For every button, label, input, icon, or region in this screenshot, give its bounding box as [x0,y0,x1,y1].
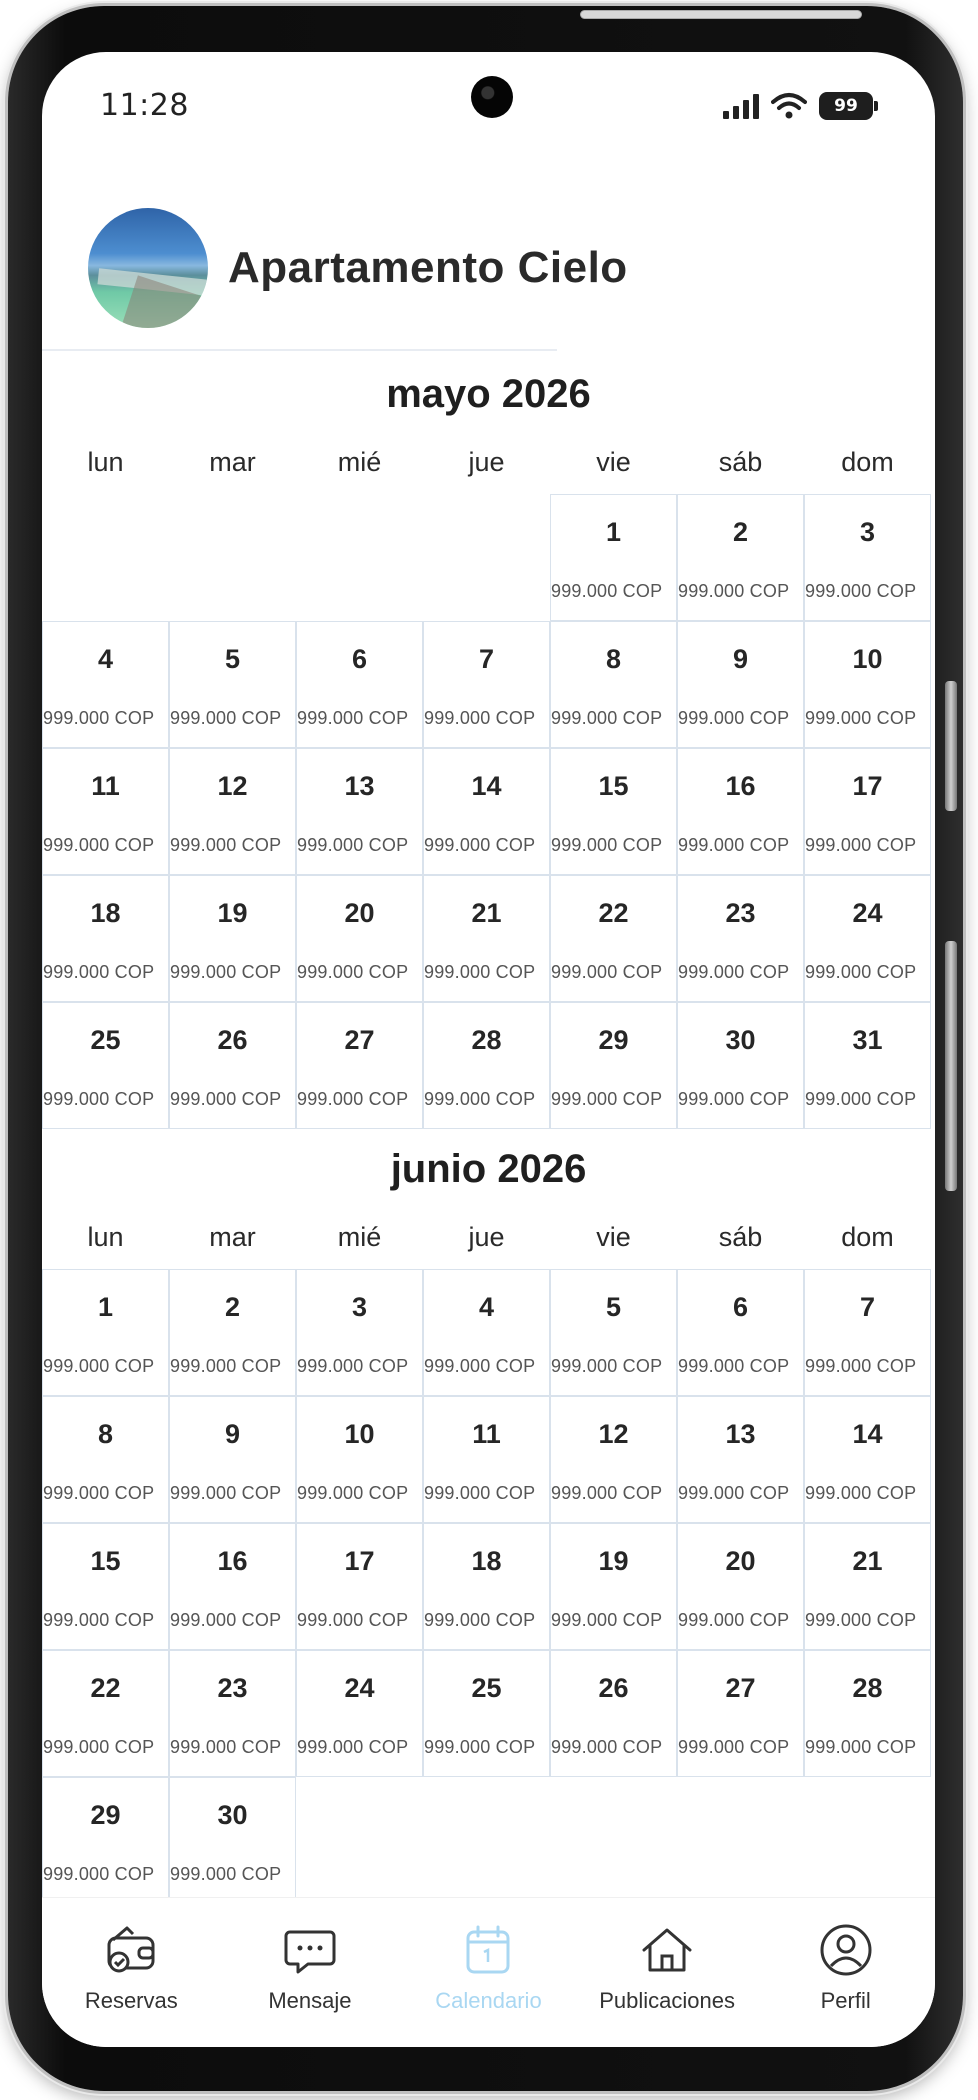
day-cell[interactable] [804,1650,931,1777]
day-cell[interactable] [42,875,169,1002]
day-price: 999.000 COP [805,1356,917,1376]
weekday-label: jue [468,1222,505,1252]
property-header [88,208,628,328]
day-number: 14 [852,1419,883,1449]
day-number: 7 [478,644,495,674]
property-name: Apartamento Cielo [228,243,628,292]
day-number: 4 [478,1292,495,1322]
month-title: junio 2026 [390,1147,587,1191]
day-cell[interactable] [296,621,423,748]
day-cell[interactable] [42,1523,169,1650]
day-price: 999.000 COP [805,835,917,855]
day-cell[interactable] [804,494,931,621]
empty-cell [169,494,296,621]
day-number: 28 [471,1025,502,1055]
status-time: 11:28 [100,88,189,123]
screen [42,52,935,2047]
day-price: 999.000 COP [43,1737,155,1757]
day-grid [42,494,935,1129]
day-price: 999.000 COP [297,1356,409,1376]
day-price: 999.000 COP [43,1483,155,1503]
day-price: 999.000 COP [551,1356,663,1376]
day-cell[interactable] [804,748,931,875]
day-number: 30 [217,1800,248,1830]
empty-cell [42,494,169,621]
day-number: 22 [90,1673,121,1703]
day-price: 999.000 COP [297,1483,409,1503]
day-cell[interactable] [550,1523,677,1650]
day-price: 999.000 COP [297,708,409,728]
empty-cell [423,494,550,621]
day-price: 999.000 COP [43,1089,155,1109]
day-cell[interactable] [42,748,169,875]
day-price: 999.000 COP [551,962,663,982]
day-number: 27 [725,1673,756,1703]
day-price: 999.000 COP [551,708,663,728]
day-price: 999.000 COP [551,1089,663,1109]
day-cell[interactable] [423,1269,550,1396]
day-cell[interactable] [550,875,677,1002]
day-cell[interactable] [296,748,423,875]
day-cell[interactable] [42,621,169,748]
day-number: 1 [605,517,622,547]
weekday-header [42,430,935,494]
day-cell[interactable] [423,875,550,1002]
day-price: 999.000 COP [805,962,917,982]
day-price: 999.000 COP [805,1089,917,1109]
weekday-label: jue [468,447,505,477]
day-price: 999.000 COP [551,835,663,855]
day-price: 999.000 COP [297,1737,409,1757]
day-price: 999.000 COP [170,1483,282,1503]
day-cell[interactable] [423,1002,550,1129]
day-number: 19 [217,898,248,928]
day-number: 14 [471,771,502,801]
volume-button [945,681,957,811]
day-number: 22 [598,898,629,928]
day-price: 999.000 COP [678,962,790,982]
status-icons [723,92,873,120]
day-price: 999.000 COP [678,1737,790,1757]
day-price: 999.000 COP [678,1356,790,1376]
weekday-header [42,1205,935,1269]
day-price: 999.000 COP [424,1483,536,1503]
day-cell[interactable] [169,1650,296,1777]
header-divider [42,349,557,351]
day-cell[interactable] [550,1396,677,1523]
wallet-icon [101,1920,161,1980]
day-number: 5 [605,1292,622,1322]
day-number: 11 [91,771,120,801]
day-number: 5 [224,644,241,674]
day-number: 31 [852,1025,883,1055]
day-number: 17 [344,1546,375,1576]
day-cell[interactable] [804,1396,931,1523]
day-number: 19 [598,1546,629,1576]
calendar-icon [458,1920,518,1980]
profile-icon [816,1920,876,1980]
day-cell[interactable] [169,1269,296,1396]
chat-icon [280,1920,340,1980]
front-camera [471,76,513,118]
day-price: 999.000 COP [678,581,790,601]
day-number: 3 [351,1292,368,1322]
weekday-label: lun [87,447,124,477]
day-number: 10 [344,1419,375,1449]
bottom-nav [42,1897,935,2047]
day-number: 26 [598,1673,629,1703]
day-number: 13 [344,771,375,801]
nav-label: Mensaje [268,1988,352,2013]
day-cell[interactable] [169,1777,296,1904]
day-cell[interactable] [423,1523,550,1650]
day-cell[interactable] [42,1650,169,1777]
day-number: 12 [217,771,248,801]
nav-label: Perfil [820,1988,871,2013]
day-price: 999.000 COP [170,1356,282,1376]
weekday-label: mié [337,1222,382,1252]
day-number: 15 [90,1546,121,1576]
nav-item-reservas[interactable] [42,1898,221,2047]
day-cell[interactable] [42,1396,169,1523]
day-cell[interactable] [677,1650,804,1777]
day-cell[interactable] [169,1523,296,1650]
day-number: 8 [97,1419,114,1449]
day-cell[interactable] [677,621,804,748]
day-number: 29 [90,1800,121,1830]
day-number: 3 [859,517,876,547]
day-number: 11 [472,1419,501,1449]
day-cell[interactable] [677,1269,804,1396]
day-price: 999.000 COP [170,1864,282,1884]
day-price: 999.000 COP [43,835,155,855]
weekday-label: sáb [718,447,763,477]
day-price: 999.000 COP [678,1483,790,1503]
day-price: 999.000 COP [678,1089,790,1109]
day-number: 23 [725,898,756,928]
power-button [945,941,957,1191]
day-number: 25 [90,1025,121,1055]
day-price: 999.000 COP [170,835,282,855]
day-cell[interactable] [169,748,296,875]
day-price: 999.000 COP [678,708,790,728]
day-cell[interactable] [550,494,677,621]
empty-cell [296,494,423,621]
day-price: 999.000 COP [805,1610,917,1630]
phone-frame [8,6,963,2091]
day-number: 29 [598,1025,629,1055]
day-price: 999.000 COP [170,708,282,728]
day-price: 999.000 COP [424,962,536,982]
weekday-label: lun [87,1222,124,1252]
nav-label: Reservas [84,1988,178,2013]
day-cell[interactable] [804,621,931,748]
month-title: mayo 2026 [386,372,591,416]
day-number: 13 [725,1419,756,1449]
day-cell[interactable] [677,494,804,621]
day-cell[interactable] [804,1523,931,1650]
day-cell[interactable] [550,1650,677,1777]
day-number: 27 [344,1025,375,1055]
nav-item-perfil[interactable] [756,1898,935,2047]
day-cell[interactable] [804,1269,931,1396]
day-cell[interactable] [677,1002,804,1129]
day-cell[interactable] [169,875,296,1002]
day-price: 999.000 COP [297,835,409,855]
nav-label: Publicaciones [599,1988,735,2013]
day-price: 999.000 COP [43,1356,155,1376]
day-cell[interactable] [296,1269,423,1396]
day-price: 999.000 COP [170,962,282,982]
weekday-label: vie [596,447,631,477]
day-price: 999.000 COP [424,1089,536,1109]
day-price: 999.000 COP [805,581,917,601]
day-cell[interactable] [296,1002,423,1129]
day-cell[interactable] [677,875,804,1002]
weekday-label: dom [841,447,894,477]
day-number: 2 [224,1292,241,1322]
property-avatar[interactable] [88,208,208,328]
day-price: 999.000 COP [424,1356,536,1376]
day-cell[interactable] [169,1002,296,1129]
day-cell[interactable] [169,621,296,748]
day-cell[interactable] [550,1002,677,1129]
day-number: 1 [97,1292,114,1322]
day-price: 999.000 COP [170,1737,282,1757]
nav-item-mensaje[interactable] [221,1898,400,2047]
day-cell[interactable] [169,1396,296,1523]
battery-icon: 99 [819,92,873,120]
day-price: 999.000 COP [297,962,409,982]
day-number: 6 [351,644,368,674]
day-number: 30 [725,1025,756,1055]
day-price: 999.000 COP [678,835,790,855]
day-cell[interactable] [550,748,677,875]
day-cell[interactable] [42,1777,169,1904]
day-price: 999.000 COP [170,1610,282,1630]
day-number: 12 [598,1419,629,1449]
day-price: 999.000 COP [43,708,155,728]
day-price: 999.000 COP [551,1483,663,1503]
day-price: 999.000 COP [43,1610,155,1630]
day-cell[interactable] [677,748,804,875]
day-cell[interactable] [804,1002,931,1129]
nav-item-publicaciones[interactable] [578,1898,757,2047]
phone-top-slot [580,10,862,19]
wifi-icon [771,92,807,120]
day-number: 18 [90,898,121,928]
day-number: 28 [852,1673,883,1703]
day-price: 999.000 COP [170,1089,282,1109]
day-number: 21 [471,898,502,928]
signal-icon [723,93,759,119]
day-price: 999.000 COP [805,1737,917,1757]
day-price: 999.000 COP [551,1737,663,1757]
calendar-month-may [42,362,935,1129]
day-price: 999.000 COP [297,1610,409,1630]
day-cell[interactable] [296,875,423,1002]
day-cell[interactable] [296,1523,423,1650]
day-number: 6 [732,1292,749,1322]
weekday-label: sáb [718,1222,763,1252]
day-price: 999.000 COP [424,708,536,728]
day-number: 7 [859,1292,876,1322]
day-grid [42,1269,935,1904]
day-cell[interactable] [423,1650,550,1777]
day-number: 23 [217,1673,248,1703]
calendar-month-june [42,1137,935,1904]
day-number: 9 [224,1419,241,1449]
day-price: 999.000 COP [424,1737,536,1757]
day-number: 16 [725,771,756,801]
day-number: 20 [344,898,375,928]
day-price: 999.000 COP [551,581,663,601]
weekday-label: mar [209,447,256,477]
day-number: 20 [725,1546,756,1576]
day-number: 16 [217,1546,248,1576]
day-number: 21 [852,1546,883,1576]
day-price: 999.000 COP [297,1089,409,1109]
day-number: 18 [471,1546,502,1576]
day-cell[interactable] [423,748,550,875]
day-price: 999.000 COP [805,708,917,728]
day-number: 24 [344,1673,375,1703]
day-cell[interactable] [423,621,550,748]
day-number: 24 [852,898,883,928]
day-cell[interactable] [677,1523,804,1650]
home-icon [637,1920,697,1980]
day-cell[interactable] [42,1002,169,1129]
day-number: 26 [217,1025,248,1055]
day-number: 8 [605,644,622,674]
day-price: 999.000 COP [678,1610,790,1630]
day-price: 999.000 COP [424,835,536,855]
day-cell[interactable] [423,1396,550,1523]
day-cell[interactable] [42,1269,169,1396]
weekday-label: dom [841,1222,894,1252]
day-number: 4 [97,644,114,674]
day-price: 999.000 COP [424,1610,536,1630]
day-cell[interactable] [804,875,931,1002]
day-number: 17 [852,771,883,801]
day-cell[interactable] [296,1650,423,1777]
day-cell[interactable] [550,1269,677,1396]
day-price: 999.000 COP [43,1864,155,1884]
day-price: 999.000 COP [43,962,155,982]
day-price: 999.000 COP [551,1610,663,1630]
nav-item-calendario[interactable] [399,1898,578,2047]
day-number: 25 [471,1673,502,1703]
day-cell[interactable] [677,1396,804,1523]
day-number: 2 [732,517,749,547]
day-number: 10 [852,644,883,674]
status-bar [42,52,935,162]
day-number: 15 [598,771,629,801]
weekday-label: vie [596,1222,631,1252]
day-cell[interactable] [296,1396,423,1523]
weekday-label: mié [337,447,382,477]
day-number: 9 [732,644,749,674]
day-cell[interactable] [550,621,677,748]
weekday-label: mar [209,1222,256,1252]
nav-label: Calendario [435,1988,542,2013]
day-price: 999.000 COP [805,1483,917,1503]
